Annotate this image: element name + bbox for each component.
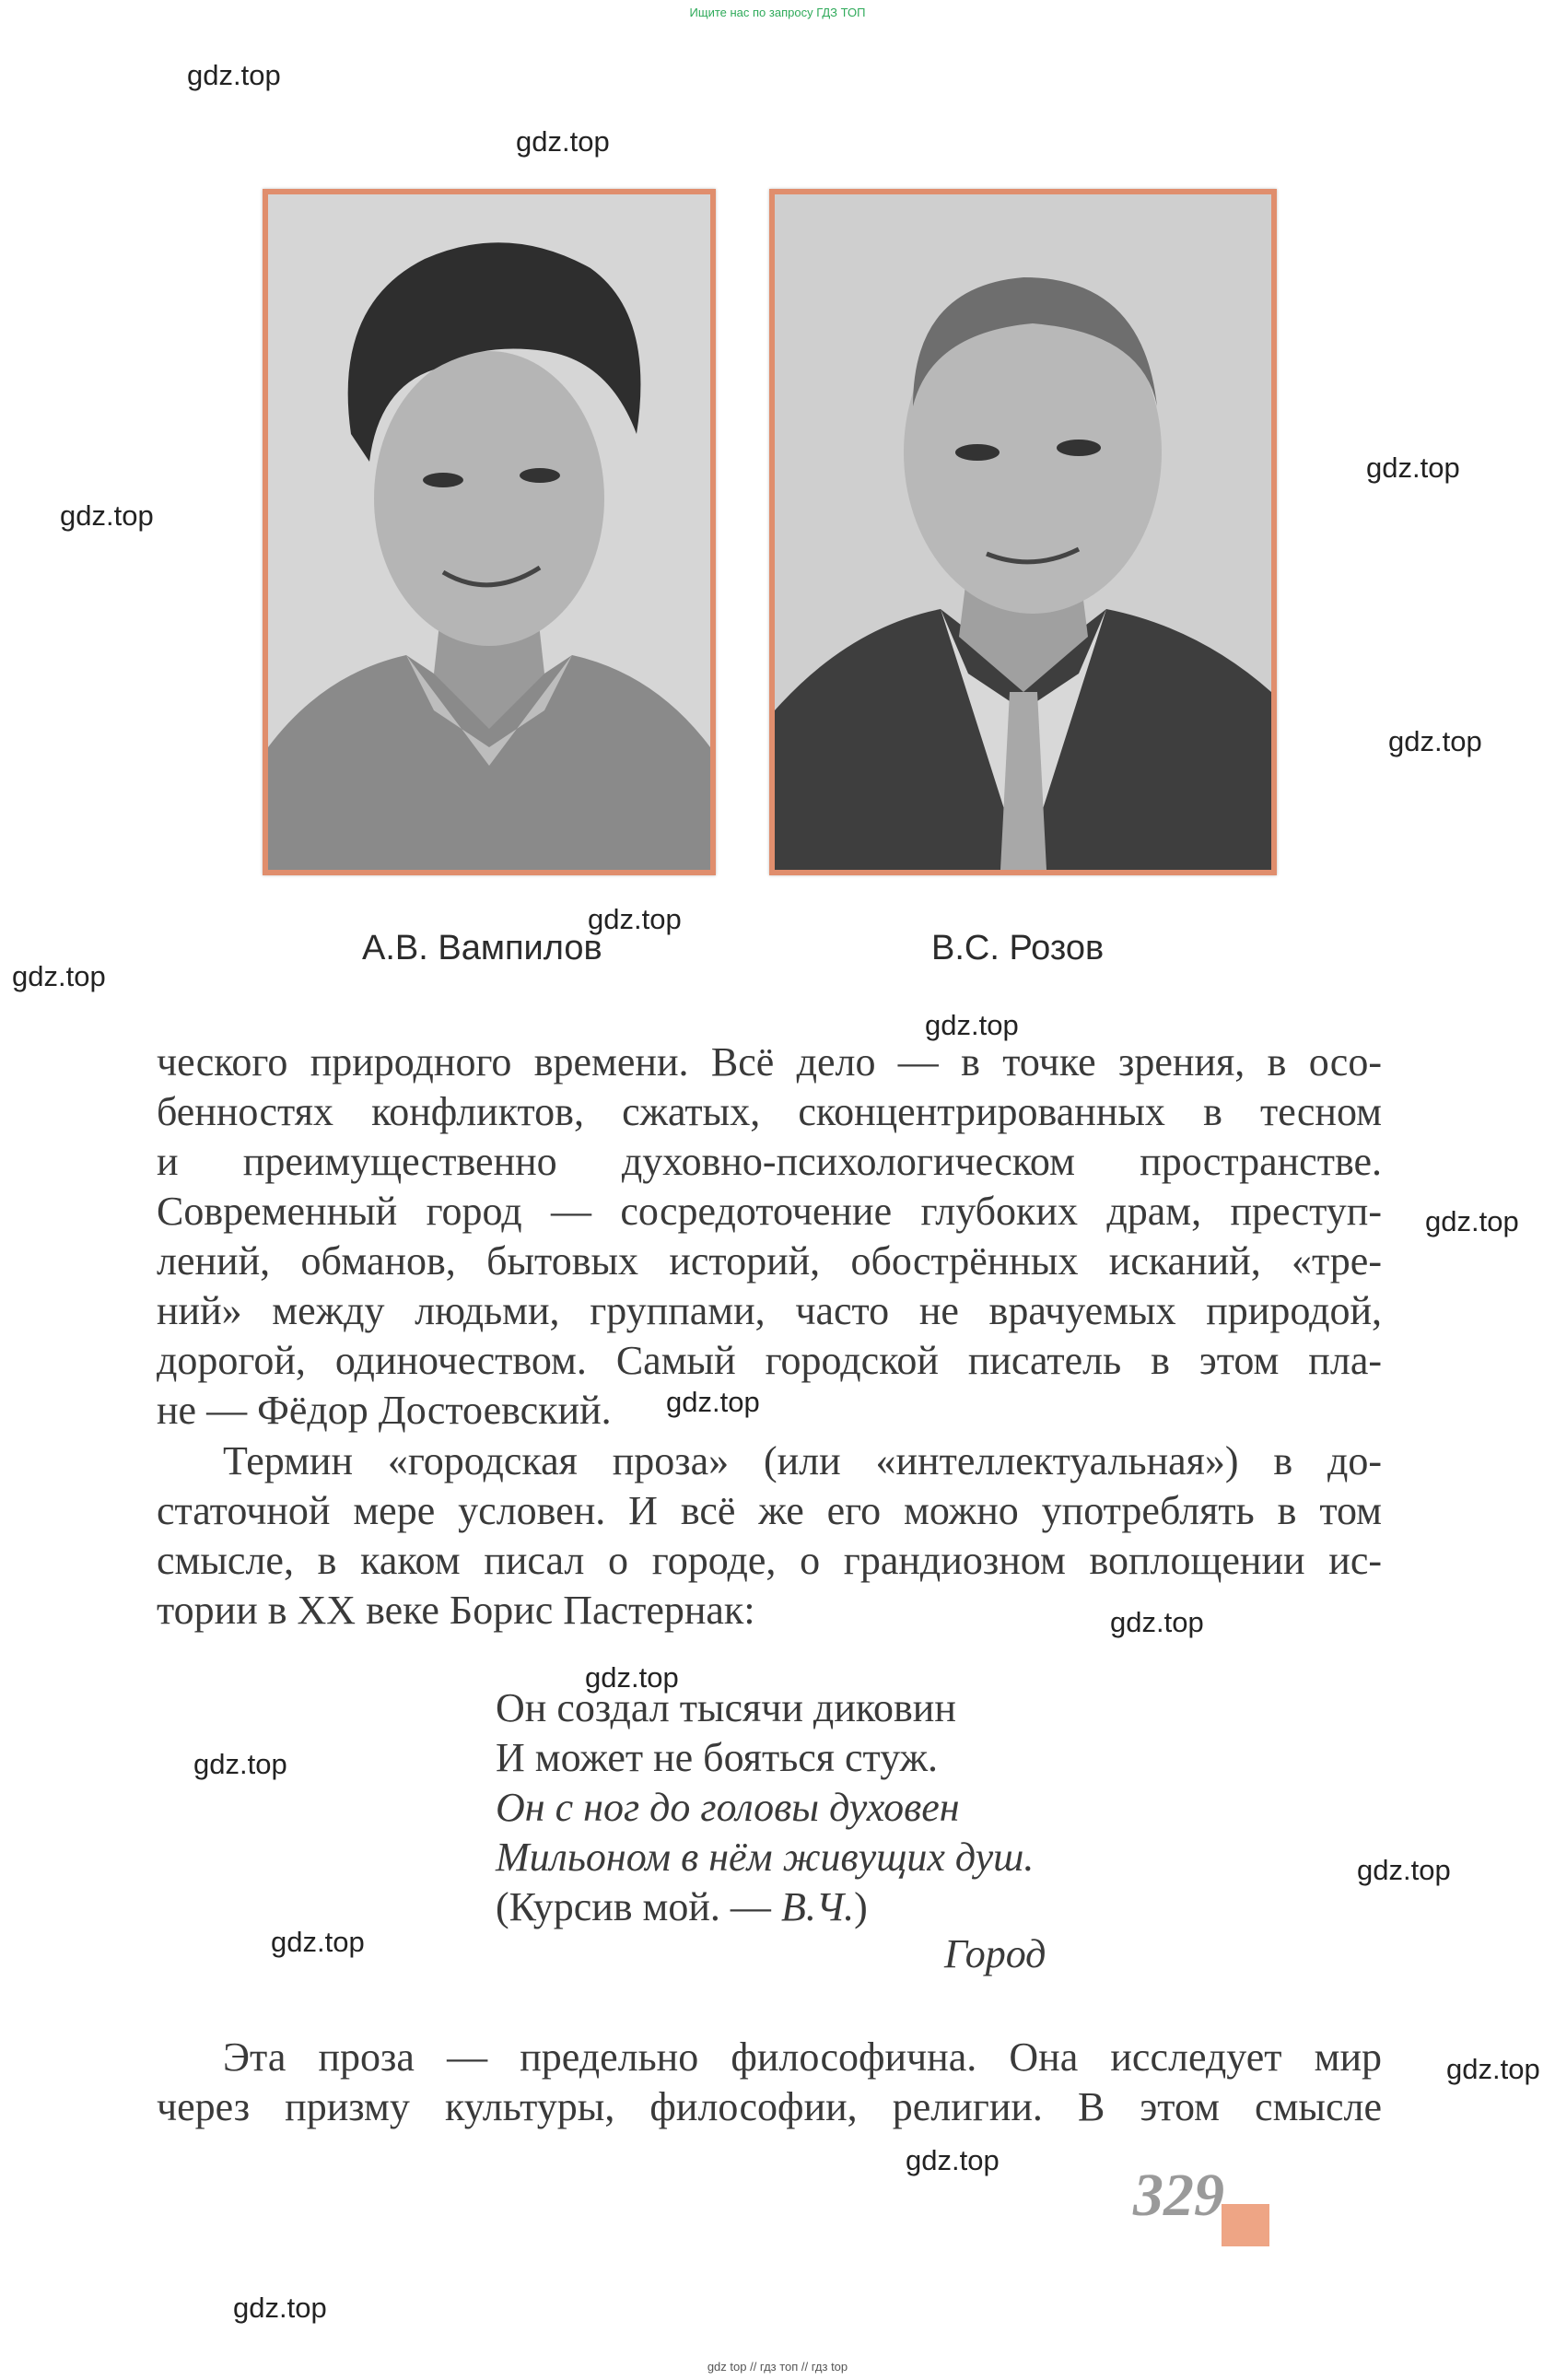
- poem-note: [496, 1882, 1034, 1932]
- text-line: не — Фёдор Достоевский.: [157, 1388, 612, 1433]
- portrait-vampilov: [263, 189, 716, 875]
- page-number: 329: [1133, 2162, 1224, 2229]
- watermark: gdz.top: [585, 1661, 679, 1694]
- watermark: gdz.top: [588, 903, 682, 935]
- text-line: через призму культуры, философии, религии. В этом смысле: [157, 2084, 1382, 2129]
- watermark: gdz.top: [271, 1926, 365, 1958]
- watermark: gdz.top: [925, 1009, 1019, 1041]
- watermark: gdz.top: [60, 499, 154, 532]
- portrait-rozov: [769, 189, 1277, 875]
- watermark: gdz.top: [906, 2144, 1000, 2176]
- text-line: тории в XX веке Борис Пастернак:: [157, 1588, 755, 1633]
- text-line: бенностях конфликтов, сжатых, сконцентрированных в тесном: [157, 1089, 1382, 1134]
- portrait-vampilov-illustration: [268, 194, 710, 870]
- poem: [496, 1683, 1034, 1932]
- poem-line: Он создал тысячи диковин: [496, 1685, 956, 1730]
- watermark: gdz.top: [666, 1386, 760, 1418]
- text-line: дорогой, одиночеством. Самый городской писатель в этом пла-: [157, 1338, 1382, 1383]
- paragraph-1: [157, 1038, 1382, 1436]
- poem-line: Мильоном в нём живущих душ.: [496, 1835, 1035, 1880]
- text-line: ний» между людьми, группами, часто не врачуемых природой,: [157, 1288, 1382, 1333]
- paragraph-3: [157, 2033, 1382, 2132]
- watermark: gdz.top: [12, 960, 106, 992]
- text-line: ческого природного времени. Всё дело — в точке зрения, в осо-: [157, 1039, 1382, 1084]
- page-number-marker: [1222, 2204, 1269, 2246]
- portrait-rozov-illustration: [775, 194, 1271, 870]
- caption-vampilov: А.В. Вампилов: [362, 929, 602, 967]
- watermark: gdz.top: [1388, 725, 1482, 757]
- poem-note-suffix: ): [854, 1884, 868, 1929]
- watermark: gdz.top: [1357, 1854, 1451, 1886]
- text-line: смысле, в каком писал о городе, о грандиозном воплощении ис-: [157, 1538, 1382, 1583]
- top-banner: Ищите нас по запросу ГДЗ ТОП: [689, 6, 866, 19]
- text-line: Эта проза — предельно философична. Она исследует мир: [223, 2034, 1382, 2080]
- poem-note-prefix: (Курсив мой. —: [496, 1884, 781, 1929]
- caption-rozov: В.С. Розов: [931, 929, 1105, 967]
- watermark: gdz.top: [193, 1748, 287, 1780]
- poem-title: Город: [944, 1931, 1046, 1976]
- watermark: gdz.top: [233, 2292, 327, 2324]
- watermark: gdz.top: [516, 125, 610, 158]
- watermark: gdz.top: [1425, 1205, 1519, 1237]
- text-line: Термин «городская проза» (или «интеллектуальная») в до-: [223, 1438, 1382, 1483]
- paragraph-2: [157, 1436, 1382, 1636]
- watermark: gdz.top: [1446, 2053, 1540, 2085]
- bottom-banner: gdz top // гдз топ // гдз top: [707, 2360, 848, 2374]
- poem-note-author: В.Ч.: [780, 1884, 855, 1929]
- watermark: gdz.top: [1366, 451, 1460, 484]
- text-line: лений, обманов, бытовых историй, обострённых исканий, «тре-: [157, 1238, 1382, 1284]
- text-line: статочной мере условен. И всё же его можно употреблять в том: [157, 1488, 1382, 1533]
- poem-line: И может не бояться стуж.: [496, 1735, 939, 1780]
- text-line: и преимущественно духовно-психологическом пространстве.: [157, 1139, 1382, 1184]
- watermark: gdz.top: [1110, 1606, 1204, 1638]
- poem-line: Он с ног до головы духовен: [496, 1785, 960, 1830]
- watermark: gdz.top: [187, 59, 281, 91]
- text-line: Современный город — сосредоточение глубоких драм, преступ-: [157, 1189, 1382, 1234]
